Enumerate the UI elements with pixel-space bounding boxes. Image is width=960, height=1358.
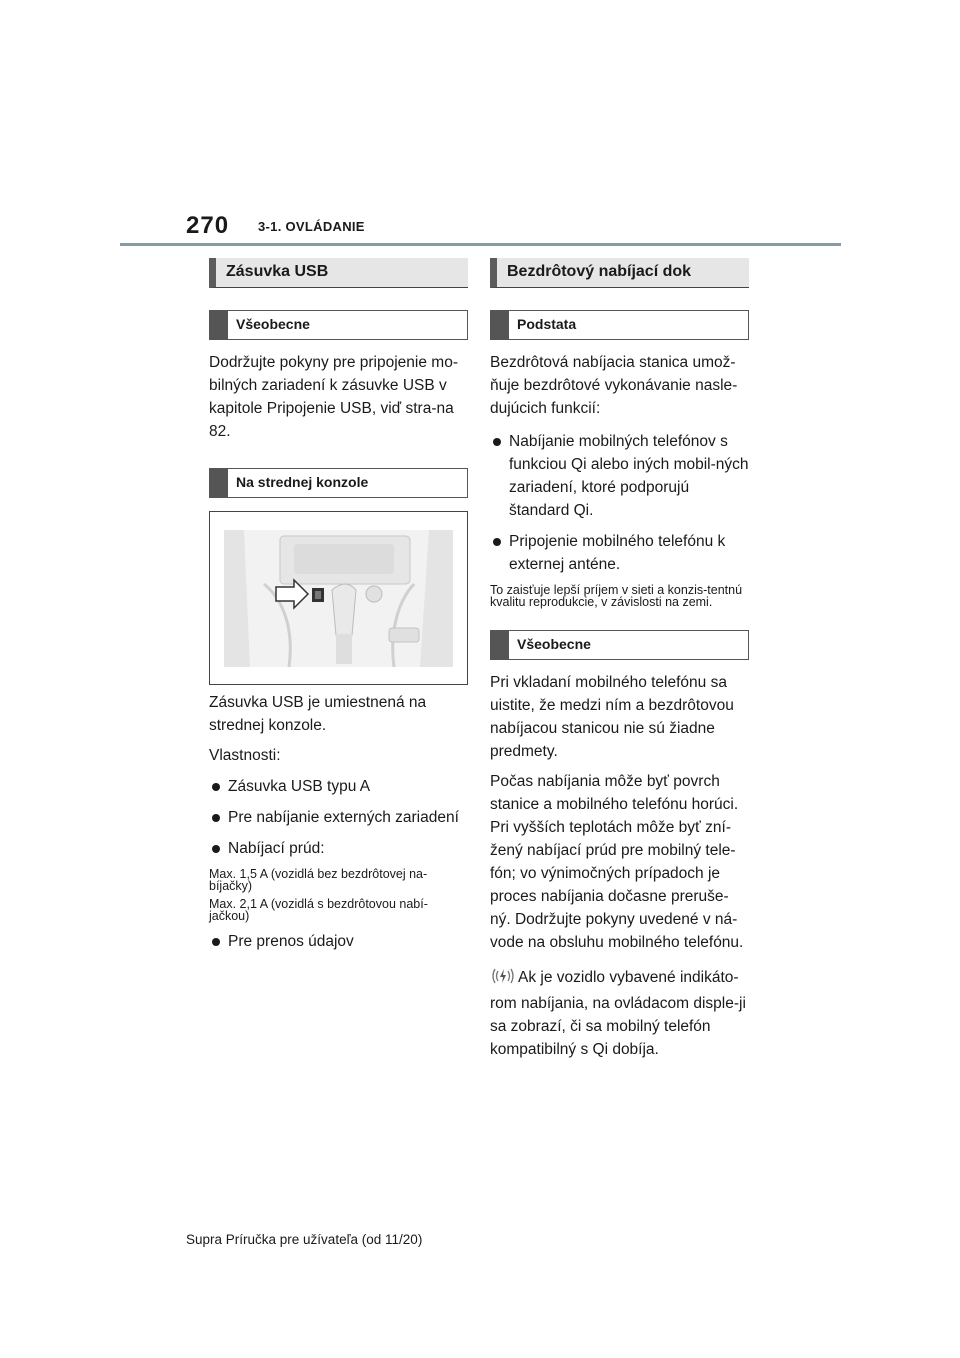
list-item: Pre nabíjanie externých zariadení <box>209 806 468 829</box>
list-item: Nabíjací prúd: <box>209 837 468 860</box>
right-column <box>490 258 749 1068</box>
section-title-usb: Zásuvka USB <box>209 258 468 288</box>
subheading-center-console: Na strednej konzole <box>209 468 468 498</box>
current-note-wireless: Max. 2,1 A (vozidlá s bezdrôtovou nabí-jačkou) <box>209 897 428 923</box>
footer-text: Supra Príručka pre užívateľa (od 11/20) <box>186 1232 423 1247</box>
list-item: Zásuvka USB typu A <box>209 775 468 798</box>
features-label: Vlastnosti: <box>209 747 281 764</box>
heat-warning-text: Počas nabíjania môže byť povrch stanice a mobilného telefónu horúci. Pri vyšších teplotách môže byť zní-žený nabíjací prúd pre mobilný tele-fón; vo výnimočných prípadoch je proces nabíjania dočasne preruše-ný. Dodržujte pokyny uvedené v ná-vode na obsluhu mobilného telefónu. <box>490 773 744 951</box>
indicator-text: Ak je vozidlo vybavené indikáto-rom nabíjania, na ovládacom disple-ji sa zobrazí, či sa mobilný telefón kompatibilný s Qi dobíja. <box>490 969 746 1058</box>
usb-console-figure <box>209 511 468 685</box>
chapter-title: 3-1. OVLÁDANIE <box>258 219 365 234</box>
subheading-general: Všeobecne <box>209 310 468 340</box>
center-console-illustration <box>224 530 453 667</box>
left-column <box>209 258 468 961</box>
wireless-feature-list <box>490 430 749 576</box>
current-note-no-wireless: Max. 1,5 A (vozidlá bez bezdrôtovej na-bíjačky) <box>209 867 428 893</box>
list-item: Nabíjanie mobilných telefónov s funkciou Qi alebo iných mobil-ných zariadení, ktoré podporujú štandard Qi. <box>490 430 749 522</box>
header-rule <box>120 243 841 246</box>
subheading-general-wireless: Všeobecne <box>490 630 749 660</box>
wireless-charging-icon <box>490 967 516 992</box>
antenna-note: To zaisťuje lepší príjem v sieti a konzis-tentnú kvalitu reprodukcie, v závislosti na zemi. <box>490 583 743 609</box>
usb-feature-list <box>209 775 468 860</box>
subheading-principle: Podstata <box>490 310 749 340</box>
list-item: Pripojenie mobilného telefónu k externej anténe. <box>490 530 749 576</box>
section-title-wireless-dock: Bezdrôtový nabíjací dok <box>490 258 749 288</box>
page-number: 270 <box>186 212 230 239</box>
usb-intro-text: Dodržujte pokyny pre pripojenie mo-bilných zariadení k zásuvke USB v kapitole Pripojenie USB, viď stra-na 82. <box>209 354 458 440</box>
placement-text: Pri vkladaní mobilného telefónu sa uistite, že medzi ním a bezdrôtovou nabíjacou stanicou nie sú žiadne predmety. <box>490 674 734 760</box>
usb-feature-list-cont <box>209 930 468 953</box>
usb-location-caption: Zásuvka USB je umiestnená na strednej konzole. <box>209 694 427 734</box>
list-item: Pre prenos údajov <box>209 930 468 953</box>
wireless-intro-text: Bezdrôtová nabíjacia stanica umož-ňuje bezdrôtové vykonávanie nasle-dujúcich funkcií: <box>490 354 738 417</box>
indicator-paragraph <box>490 966 749 1061</box>
